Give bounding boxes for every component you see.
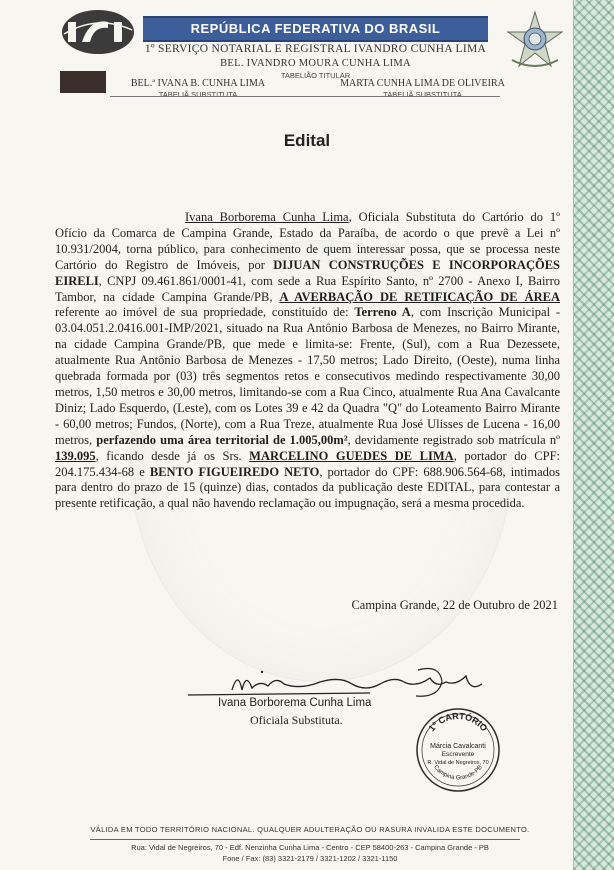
body-text-segment: , ficando desde já os Srs. (95, 448, 250, 463)
footer-phone: Fone / Fax: (83) 3321-2179 / 3321-1202 / 3321-1150 (222, 854, 398, 863)
svg-text:Campina Grande-PB (432, 765, 483, 782)
body-text-segment: , Oficiala Substituta do Cartório do 1º Ofício da Comarca de Campina Grande, Estado da Paraíba, de acordo o que prevê a Lei nº 10.931/2004, torna público, para conhecimento de quem interessar possa, que se processa neste Cartório do Registro de Imóveis, por (55, 210, 560, 272)
substitute-right-role: TABELIÃ SUBSTITUTA (383, 90, 462, 99)
notary-name: BEL. IVANDRO MOURA CUNHA LIMA (220, 58, 411, 69)
body-text-segment: , com Inscrição Municipal - 03.04.051.2.0416.001-IMP/2021, situado na Rua Antônio Barbosa de Menezes, no Bairro Mirante, na cidade Campina Grande/PB, que mede e limita-se: Frente, (Sul), com a Rua Dezessete, atualmente Rua Antônio Barbosa de Menezes - 17,50 metros; Lado Direito, (Oeste), numa linha quebrada formada por (03) três segmentos retos e consecutivos medindo respectivamente 30,00 metros, 1,50 metros e 30,00 metros, limitando-se com a Rua Cinco, atualmente Rua Ana Cavalcante Diniz; Lado Esquerdo, (Leste), com os Lotes 39 e 42 da Quadra "Q" do Loteamento Bairro Mirante - 60,00 metros; Fundos, (Norte), com a Rua Treze, atualmente Rua José Ulisses de Lucena - 16,00 metros, (55, 305, 560, 447)
stamp-bottom: Campina Grande-PB (432, 764, 484, 782)
footer-divider (90, 839, 520, 840)
footer-address: Rua: Vidal de Negreiros, 70 - Edf. Nenzinha Cunha Lima - Centro - CEP 58400-263 - Campina Grande - PB (131, 843, 489, 852)
body-text-segment: referente ao imóvel de sua propriedade, constituído de: (55, 305, 355, 320)
company-name: DIJUAN CONSTRUÇÕES E INCORPORAÇÕES EIRELI (55, 257, 561, 288)
procedure-title: A AVERBAÇÃO DE RETIFICAÇÃO DE ÁREA (279, 289, 560, 304)
notary-logo-icon (60, 8, 136, 56)
coat-of-arms-icon (504, 10, 566, 72)
notary-stamp (415, 707, 501, 793)
substitute-left-role: TABELIÃ SUBSTITUTA (158, 90, 238, 99)
body-text-segment: , portador do CPF: 204.175.434-68 e (55, 448, 561, 479)
signer-role: Oficiala Substituta. (250, 713, 343, 727)
header-divider (110, 96, 500, 97)
stamp-name: Márcia Cavalcanti (430, 743, 486, 750)
stamp-role: Escrevente (441, 751, 475, 758)
notary-role: TABELIÃO TITULAR (280, 71, 351, 80)
office-name: 1º SERVIÇO NOTARIAL E REGISTRAL IVANDRO CUNHA LIMA (144, 43, 487, 55)
property-name: Terreno A (354, 305, 411, 320)
stamp-top: 1º CARTÓRIO (426, 710, 490, 734)
document-date: Campina Grande, 22 de Outubro de 2021 (351, 598, 558, 612)
neighbor-name-1: MARCELINO GUEDES DE LIMA (249, 448, 454, 463)
logo-tab (60, 71, 106, 93)
republic-banner: REPÚBLICA FEDERATIVA DO BRASIL (143, 16, 488, 42)
body-text-segment: , devidamente registrado sob matrícula nº (347, 432, 560, 447)
substitute-right-name: MARTA CUNHA LIMA DE OLIVEIRA (340, 78, 505, 89)
registration-number: 139.095 (55, 448, 96, 463)
total-area: perfazendo uma área territorial de 1.005,00m² (96, 432, 348, 447)
body-text-segment: , portador do CPF: 688.906.564-68, intimados para dentro do prazo de 15 (quinze) dias, contados da publicação deste EDITAL, para contestar a presente retificação, a qual não havendo reclamação ou impugnação, será a mesma procedida. (55, 464, 561, 511)
body-text-segment: , CNPJ 09.461.861/0001-41, com sede a Rua Espírito Santo, nº 2700 - Anexo I, Bairro Tambor, na cidade Campina Grande/PB, (55, 273, 560, 304)
edict-body (55, 210, 560, 512)
substitute-left-name: BEL.ª IVANA B. CUNHA LIMA (130, 78, 266, 89)
neighbor-name-2: BENTO FIGUEIREDO NETO (149, 464, 320, 479)
signer-name: Ivana Borborema Cunha Lima (218, 697, 372, 709)
edict-paragraph (55, 210, 560, 512)
stamp-address: R. Vidal de Negreiros, 70 (427, 760, 489, 766)
svg-text:1º CARTÓRIO (427, 711, 490, 733)
page-title: Edital (283, 131, 331, 150)
footer-validity: VÁLIDA EM TODO TERRITÓRIO NACIONAL. QUALQUER ADULTERAÇÃO OU RASURA INVALIDA ESTE DOCUMENTO. (90, 825, 530, 834)
officer-name: Ivana Borborema Cunha Lima (185, 210, 349, 224)
